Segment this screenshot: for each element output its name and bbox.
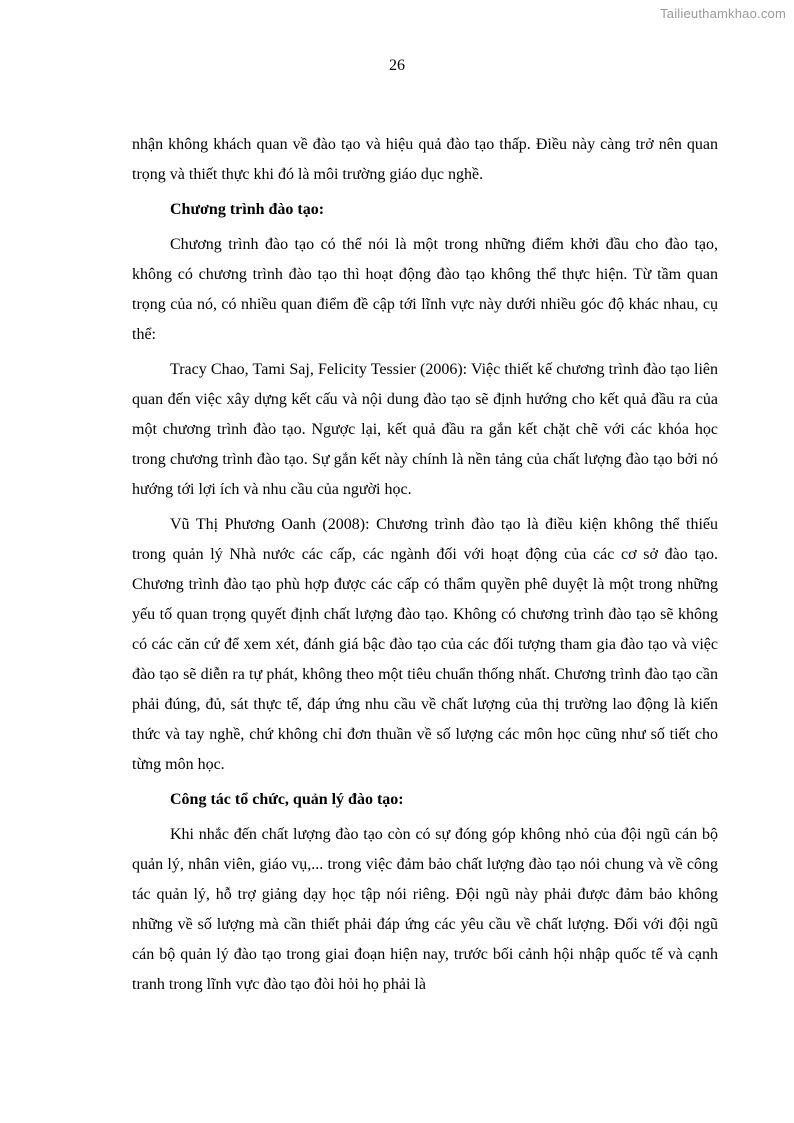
paragraph-management: Khi nhắc đến chất lượng đào tạo còn có sự đóng góp không nhỏ của đội ngũ cán bộ quản lý, nhân viên, giáo vụ,... trong việc đảm bảo chất lượng đào tạo nói chung và về công tác quản lý, hỗ trợ giảng dạy học tập nói riêng. Đội ngũ này phải được đảm bảo không những về số lượng mà cần thiết phải đáp ứng các yêu cầu về chất lượng. Đối với đội ngũ cán bộ quản lý đào tạo trong giai đoạn hiện nay, trước bối cảnh hội nhập quốc tế và cạnh tranh trong lĩnh vực đào tạo đòi hỏi họ phải là bbox=[132, 826, 718, 993]
section-heading-management: Công tác tổ chức, quản lý đào tạo: bbox=[170, 791, 404, 808]
paragraph-vu-thi-phuong-oanh: Vũ Thị Phương Oanh (2008): Chương trình đào tạo là điều kiện không thể thiếu trong quản lý Nhà nước các cấp, các ngành đối với hoạt động của các cơ sở đào tạo. Chương trình đào tạo phù hợp được các cấp có thẩm quyền phê duyệt là một trong những yếu tố quan trọng quyết định chất lượng đào tạo. Không có chương trình đào tạo sẽ không có các căn cứ để xem xét, đánh giá bậc đào tạo của các đối tượng tham gia đào tạo và việc đào tạo sẽ diễn ra tự phát, không theo một tiêu chuẩn thống nhất. Chương trình đào tạo cần phải đúng, đủ, sát thực tế, đáp ứng nhu cầu về chất lượng của thị trường lao động là kiến thức và tay nghề, chứ không chỉ đơn thuần về số lượng các môn học cũng như số tiết cho từng môn học. bbox=[132, 516, 718, 773]
paragraph-tracy-chao: Tracy Chao, Tami Saj, Felicity Tessier (2006): Việc thiết kế chương trình đào tạo liên quan đến việc xây dựng kết cấu và nội dung đào tạo sẽ định hướng cho kết quả đầu ra của một chương trình đào tạo. Ngược lại, kết quả đầu ra gắn kết chặt chẽ với các khóa học trong chương trình đào tạo. Sự gắn kết này chính là nền tảng của chất lượng đào tạo bởi nó hướng tới lợi ích và nhu cầu của người học. bbox=[132, 361, 718, 498]
paragraph-curriculum-intro: Chương trình đào tạo có thể nói là một trong những điểm khởi đầu cho đào tạo, không có chương trình đào tạo thì hoạt động đào tạo không thể thực hiện. Từ tầm quan trọng của nó, có nhiều quan điểm đề cập tới lĩnh vực này dưới nhiều góc độ khác nhau, cụ thể: bbox=[132, 236, 718, 343]
page-number: 26 bbox=[389, 57, 405, 74]
watermark: Tailieuthamkhao.com bbox=[660, 6, 786, 21]
paragraph-continuation: nhận không khách quan về đào tạo và hiệu quả đào tạo thấp. Điều này càng trở nên quan trọng và thiết thực khi đó là môi trường giáo dục nghề. bbox=[132, 136, 718, 183]
document-body bbox=[132, 130, 718, 1000]
section-heading-curriculum: Chương trình đào tạo: bbox=[170, 201, 325, 218]
